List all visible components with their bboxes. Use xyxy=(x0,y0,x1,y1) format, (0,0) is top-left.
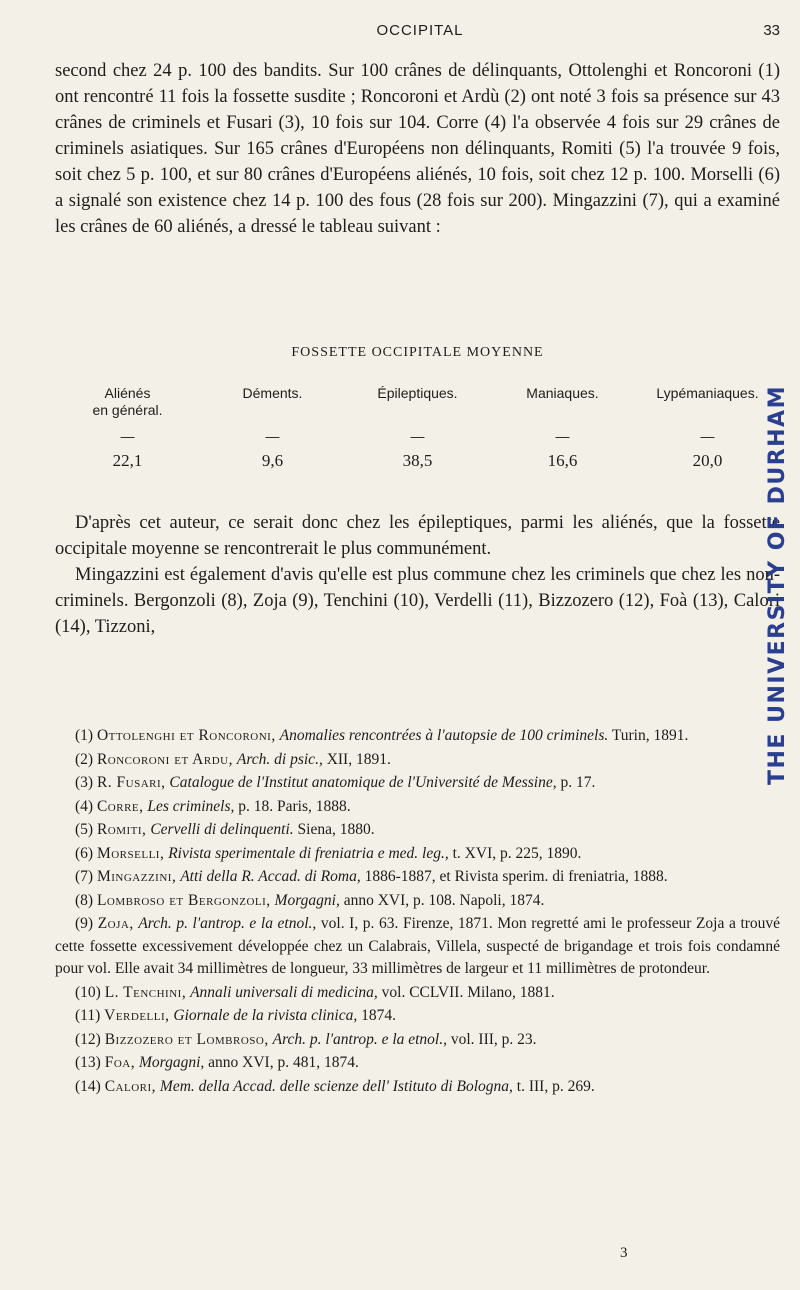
footnote-number: (10) xyxy=(75,983,101,1001)
stamp-text: THE UNIVERSITY OF DURHAM xyxy=(765,385,790,785)
paragraph-2-text: D'après cet auteur, ce serait donc chez les épileptiques, parmi les aliénés, que la fossette occipitale moyenne se rencontrerait le plus communément. xyxy=(55,513,780,559)
footnote xyxy=(55,1052,780,1075)
footnote-author: Foa, xyxy=(104,1054,136,1071)
table-dash: — xyxy=(120,428,135,444)
table-dash: — xyxy=(265,428,280,444)
footnote-author: Corre, xyxy=(96,797,144,815)
footnote-rest: Turin, 1891. xyxy=(611,727,689,744)
footnote-number: (5) xyxy=(75,821,94,838)
footnote-number: (1) xyxy=(75,727,94,744)
footnote-number: (4) xyxy=(75,797,94,815)
footnote-title: Anomalies rencontrées à l'autopsie de 100 criminels. xyxy=(279,727,609,744)
university-stamp xyxy=(762,320,792,790)
table-header-cell xyxy=(490,385,635,419)
footnote-number: (13) xyxy=(75,1054,101,1071)
footnote xyxy=(55,749,780,772)
footnote-title: Morgagni, xyxy=(138,1054,205,1071)
footnote-number: (8) xyxy=(75,891,94,909)
running-title: OCCIPITAL xyxy=(376,22,464,39)
footnotes xyxy=(55,725,780,1099)
footnote-author: Zoja, xyxy=(97,915,134,932)
table-header-row xyxy=(55,385,780,419)
footnote-author: Romiti, xyxy=(96,821,147,838)
footnote-title: Arch. p. l'antrop. e la etnol., xyxy=(138,915,317,932)
table-dash-row xyxy=(55,429,780,443)
header-line: Aliénés xyxy=(104,385,151,401)
table-value: 22,1 xyxy=(112,451,143,470)
footnote-number: (12) xyxy=(75,1030,101,1048)
paragraph-1 xyxy=(55,58,780,240)
footnote-rest: p. 18. Paris, 1888. xyxy=(238,797,351,815)
footnote-title: Catalogue de l'Institut anatomique de l'Université de Messine, xyxy=(169,774,557,791)
footnote-author: R. Fusari, xyxy=(96,774,166,791)
footnote-title: Les criminels, xyxy=(147,797,235,815)
header-line: Lypémaniaques. xyxy=(656,385,759,401)
footnote-rest: t. III, p. 269. xyxy=(516,1077,595,1095)
footnote xyxy=(55,843,780,866)
footnote-author: Roncoroni et Ardu, xyxy=(96,750,233,768)
footnote-author: Ottolenghi et Roncoroni, xyxy=(96,727,276,744)
table-header-cell xyxy=(55,385,200,419)
footnote-title: Cervelli di delinquenti. xyxy=(150,821,294,838)
footnote-title: Morgagni, xyxy=(274,891,340,909)
footnote-number: (11) xyxy=(75,1007,101,1024)
footnote-author: Calori, xyxy=(104,1077,157,1095)
footnote-rest: p. 17. xyxy=(560,774,596,791)
footnote-number: (3) xyxy=(75,774,94,791)
footnote-title: Giornale de la rivista clinica, xyxy=(173,1007,358,1024)
footnote-number: (14) xyxy=(75,1077,101,1095)
footnote xyxy=(55,913,780,981)
table-header-cell xyxy=(345,385,490,419)
footnote xyxy=(55,819,780,842)
footnote xyxy=(55,1005,780,1028)
header-line: Maniaques. xyxy=(526,385,599,401)
footnote-rest: anno XVI, p. 481, 1874. xyxy=(208,1054,359,1071)
footnote-author: Lombroso et Bergonzoli, xyxy=(96,891,271,909)
table-dash: — xyxy=(410,428,425,444)
footnote-title: Annali universali di medicina, xyxy=(190,983,378,1001)
table-value-row xyxy=(55,451,780,471)
table-value: 9,6 xyxy=(261,451,284,470)
paragraph-1-text: second chez 24 p. 100 des bandits. Sur 100 crânes de délinquants, Ottolenghi et Roncoroni (1) ont rencontré 11 fois la fossette susdite ; Roncoroni et Ardù (2) ont noté 3 fois sa présence sur 43 crânes de criminels et Fusari (3), 10 fois sur 104. Corre (4) l'a observée 4 fois sur 29 crânes de criminels asiatiques. Sur 165 crânes d'Européens non délinquants, Romiti (5) l'a trouvée 9 fois, soit chez 5 p. 100, et sur 80 crânes d'Européens aliénés, 10 fois, soit chez 12 p. 100. Morselli (6) a signalé son existence chez 14 p. 100 des fous (28 fois sur 200). Mingazzini (7), qui a examiné les crânes de 60 aliénés, a dressé le tableau suivant : xyxy=(55,61,780,237)
table-header-cell xyxy=(635,385,780,419)
footnote-number: (2) xyxy=(75,750,94,768)
footnote xyxy=(55,866,780,889)
footnote-number: (6) xyxy=(75,844,94,862)
footnote xyxy=(55,772,780,795)
footnote xyxy=(55,982,780,1005)
footnote-number: (7) xyxy=(75,868,94,885)
footnote-number: (9) xyxy=(75,915,94,932)
table-title: FOSSETTE OCCIPITALE MOYENNE xyxy=(291,345,544,360)
table-value: 38,5 xyxy=(402,451,433,470)
page-number: 33 xyxy=(763,22,780,39)
footnote-rest: anno XVI, p. 108. Napoli, 1874. xyxy=(343,891,545,909)
footnote-author: Morselli, xyxy=(96,844,165,862)
footnote-title: Mem. della Accad. delle scienze dell' Istituto di Bologna, xyxy=(159,1077,513,1095)
footnote-rest: Siena, 1880. xyxy=(297,821,375,838)
footnote-author: Mingazzini, xyxy=(96,868,177,885)
footnote xyxy=(55,890,780,913)
header-line: Déments. xyxy=(242,385,303,401)
data-table xyxy=(55,385,780,471)
footnote-rest: vol. III, p. 23. xyxy=(450,1030,537,1048)
paragraph-2 xyxy=(55,510,780,640)
footnote-rest: vol. I, p. 63. Firenze, 1871. Mon regretté ami le professeur Zoja a trouvé cette fossette excessivement développée chez un Calabrais, Villela, suspecté de brigandage et trois fois condamné pour vol. Elle avait 34 millimètres de longueur, 33 millimètres de largeur et 11 millimètres de protondeur. xyxy=(55,915,781,977)
footnote xyxy=(55,796,780,819)
signature-folio: 3 xyxy=(620,1245,628,1261)
table-value: 20,0 xyxy=(692,451,723,470)
footnote-rest: 1874. xyxy=(361,1007,396,1024)
footnote-rest: XII, 1891. xyxy=(326,750,391,768)
footnote xyxy=(55,725,780,748)
footnote xyxy=(55,1029,780,1052)
footnote xyxy=(55,1076,780,1099)
running-header xyxy=(60,20,780,46)
footnote-author: L. Tenchini, xyxy=(104,983,187,1001)
footnote-rest: t. XVI, p. 225, 1890. xyxy=(452,844,582,862)
footnote-author: Verdelli, xyxy=(104,1007,170,1024)
footnote-rest: vol. CCLVII. Milano, 1881. xyxy=(381,983,555,1001)
footnote-title: Atti della R. Accad. di Roma, xyxy=(180,868,361,885)
footnote-author: Bizzozero et Lombroso, xyxy=(104,1030,269,1048)
footnote-title: Arch. di psic., xyxy=(236,750,323,768)
header-line: Épileptiques. xyxy=(377,385,458,401)
table-value: 16,6 xyxy=(547,451,578,470)
footnote-rest: 1886-1887, et Rivista sperim. di freniatria, 1888. xyxy=(364,868,668,885)
footnote-title: Rivista sperimentale di freniatria e med. leg., xyxy=(168,844,449,862)
table-dash: — xyxy=(700,428,715,444)
paragraph-3-text: Mingazzini est également d'avis qu'elle est plus commune chez les criminels que chez les non-criminels. Bergonzoli (8), Zoja (9), Tenchini (10), Verdelli (11), Bizzozero (12), Foà (13), Calori (14), Tizzoni, xyxy=(55,565,780,637)
table-dash: — xyxy=(555,428,570,444)
footnote-title: Arch. p. l'antrop. e la etnol., xyxy=(272,1030,447,1048)
header-line: en général. xyxy=(92,402,163,418)
table-header-cell xyxy=(200,385,345,419)
